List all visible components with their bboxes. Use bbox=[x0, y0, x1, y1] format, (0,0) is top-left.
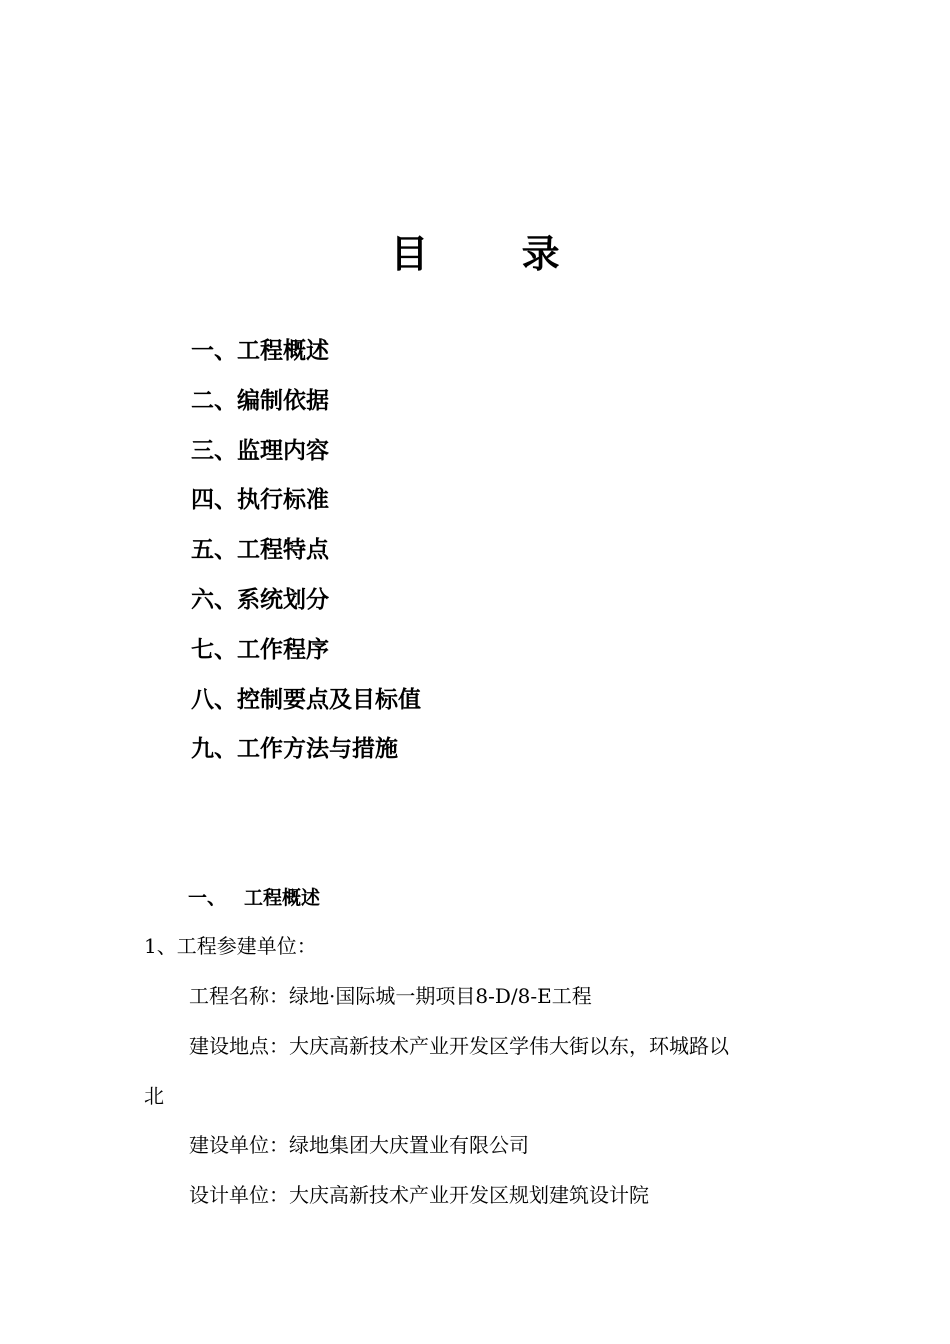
toc-title: 目 录 bbox=[390, 232, 600, 276]
toc-item: 七、工作程序 bbox=[191, 636, 329, 663]
subheading: 1、工程参建单位： bbox=[144, 934, 317, 958]
toc-item: 五、工程特点 bbox=[191, 537, 329, 564]
toc-item: 八、控制要点及目标值 bbox=[191, 686, 421, 713]
toc-item: 四、执行标准 bbox=[191, 487, 329, 514]
location-line-continued: 北 bbox=[144, 1084, 164, 1108]
toc-item: 一、工程概述 bbox=[191, 338, 329, 364]
toc-item: 六、系统划分 bbox=[191, 586, 329, 613]
section-heading bbox=[188, 880, 320, 916]
project-name-line: 工程名称：绿地·国际城一期项目8-D/8-E工程 bbox=[189, 984, 592, 1008]
location-line: 建设地点：大庆高新技术产业开发区学伟大街以东，环城路以 bbox=[189, 1034, 729, 1058]
toc-list bbox=[191, 330, 421, 778]
section-number: 一、 bbox=[188, 887, 227, 909]
section-title: 工程概述 bbox=[244, 887, 321, 909]
toc-item: 三、监理内容 bbox=[191, 437, 329, 464]
designer-line: 设计单位：大庆高新技术产业开发区规划建筑设计院 bbox=[189, 1183, 649, 1207]
toc-item: 九、工作方法与措施 bbox=[191, 736, 398, 763]
owner-line: 建设单位：绿地集团大庆置业有限公司 bbox=[189, 1133, 529, 1157]
toc-item: 二、编制依据 bbox=[191, 387, 329, 414]
